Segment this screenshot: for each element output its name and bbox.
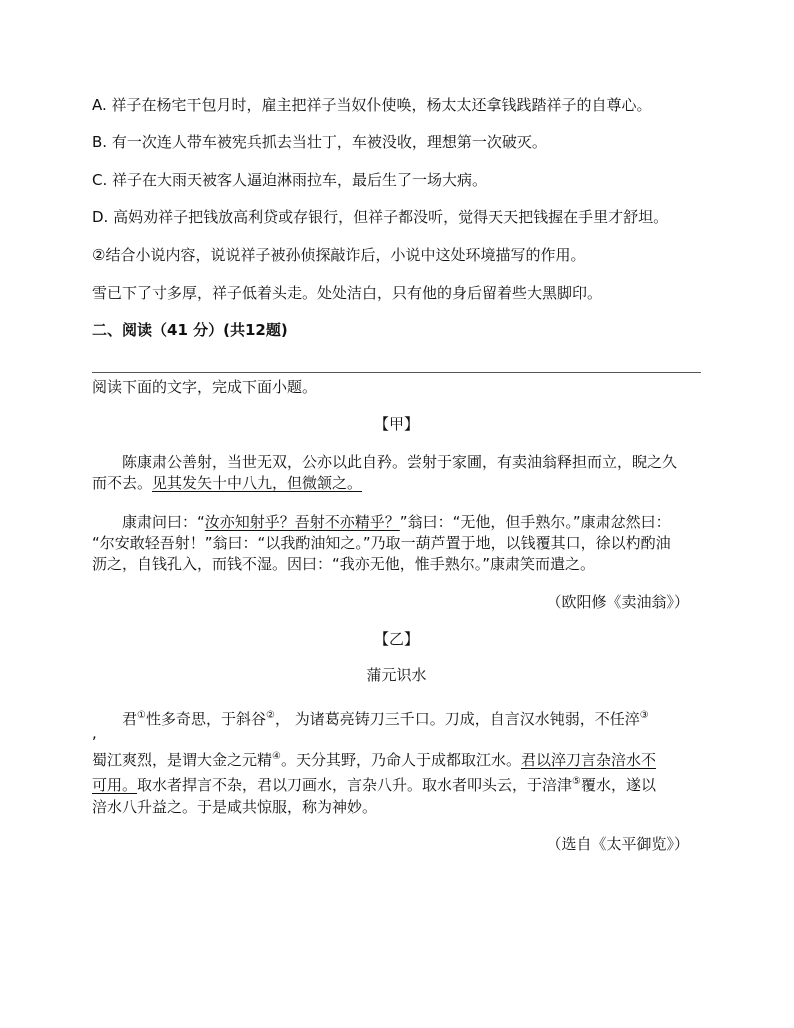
yi-line1-comma: , bbox=[92, 724, 97, 742]
yi-l3-underlined: 可用。 bbox=[92, 776, 138, 794]
jia-p2-line3: 沥之，自钱孔入，而钱不湿。因曰：“我亦无他，惟手熟尔。”康肃笑而遣之。 bbox=[92, 555, 596, 573]
footnote-3: ③ bbox=[639, 710, 649, 721]
footnote-1: ① bbox=[137, 710, 146, 721]
jia-source: （欧阳修《卖油翁》） bbox=[546, 593, 689, 611]
footnote-2: ② bbox=[266, 710, 275, 721]
yi-l1-b: 性多奇思，于斜谷 bbox=[145, 710, 266, 728]
yi-l1-c: ， 为诸葛亮铸刀三千口。刀成，自言汉水钝弱，不任淬 bbox=[274, 710, 640, 728]
jia-p1-plain: 而不去。 bbox=[92, 474, 153, 492]
option-a: A. 祥子在杨宅干包月时，雇主把祥子当奴仆使唤，杨太太还拿钱践踏祥子的自尊心。 bbox=[92, 96, 652, 114]
jia-p2-underlined: 汝亦知射乎？吾射不亦精乎？ bbox=[204, 513, 400, 531]
footnote-4: ④ bbox=[272, 751, 281, 762]
option-c: C. 祥子在大雨天被客人逼迫淋雨拉车，最后生了一场大病。 bbox=[92, 171, 488, 189]
yi-l2-b: 。天分其野，乃命人于成都取江水。 bbox=[280, 751, 521, 769]
yi-label: 【乙】 bbox=[373, 630, 419, 648]
yi-line2 bbox=[92, 747, 656, 770]
option-d: D. 高妈劝祥子把钱放高利贷或存银行，但祥子都没听，觉得天天把钱握在手里才舒坦。 bbox=[92, 208, 669, 226]
option-b: B. 有一次连人带车被宪兵抓去当壮丁，车被没收，理想第一次破灭。 bbox=[92, 133, 547, 151]
jia-p1-underlined: 见其发矢十中八九，但微颔之。 bbox=[152, 474, 363, 492]
yi-l2-underlined: 君以淬刀言杂涪水不 bbox=[521, 751, 657, 769]
yi-l2-a: 蜀江爽烈，是谓大金之元精 bbox=[92, 751, 273, 769]
jia-p2-line2: “尔安敢轻吾射！”翁曰：“以我酌油知之。”乃取一葫芦置于地，以钱覆其口，徐以杓酌油 bbox=[92, 534, 671, 552]
divider-line bbox=[92, 372, 701, 373]
jia-p1-line1: 陈康肃公善射，当世无双，公亦以此自矜。尝射于家圃，有卖油翁释担而立，睨之久 bbox=[122, 453, 678, 471]
yi-l3-a: 取水者捍言不杂，君以刀画水，言杂八升。取水者叩头云，于涪津 bbox=[137, 776, 573, 794]
question-2: ②结合小说内容，说说祥子被孙侦探敲诈后，小说中这处环境描写的作用。 bbox=[92, 246, 586, 264]
yi-source: （选自《太平御览》） bbox=[546, 835, 689, 853]
yi-line3 bbox=[92, 772, 656, 795]
jia-p2-a: 康肃问曰：“ bbox=[122, 513, 205, 531]
yi-line4: 涪水八升益之。于是咸共惊服，称为神妙。 bbox=[92, 798, 378, 816]
yi-l3-b: 覆水，遂以 bbox=[581, 776, 657, 794]
snow-quote: 雪已下了寸多厚，祥子低着头走。处处洁白，只有他的身后留着些大黑脚印。 bbox=[92, 284, 603, 302]
section-heading: 二、阅读（41 分）(共12题) bbox=[92, 321, 288, 339]
jia-label: 【甲】 bbox=[373, 415, 419, 433]
yi-title: 蒲元识水 bbox=[366, 666, 427, 684]
yi-line1 bbox=[122, 706, 649, 729]
instruction: 阅读下面的文字，完成下面小题。 bbox=[92, 378, 318, 396]
jia-p2-b: ”翁曰：“无他，但手熟尔。”康肃忿然曰： bbox=[399, 513, 671, 531]
yi-l1-a: 君 bbox=[122, 710, 138, 728]
jia-p1-line2 bbox=[92, 473, 362, 493]
jia-p2-line1 bbox=[122, 512, 671, 532]
footnote-5: ⑤ bbox=[572, 776, 581, 787]
